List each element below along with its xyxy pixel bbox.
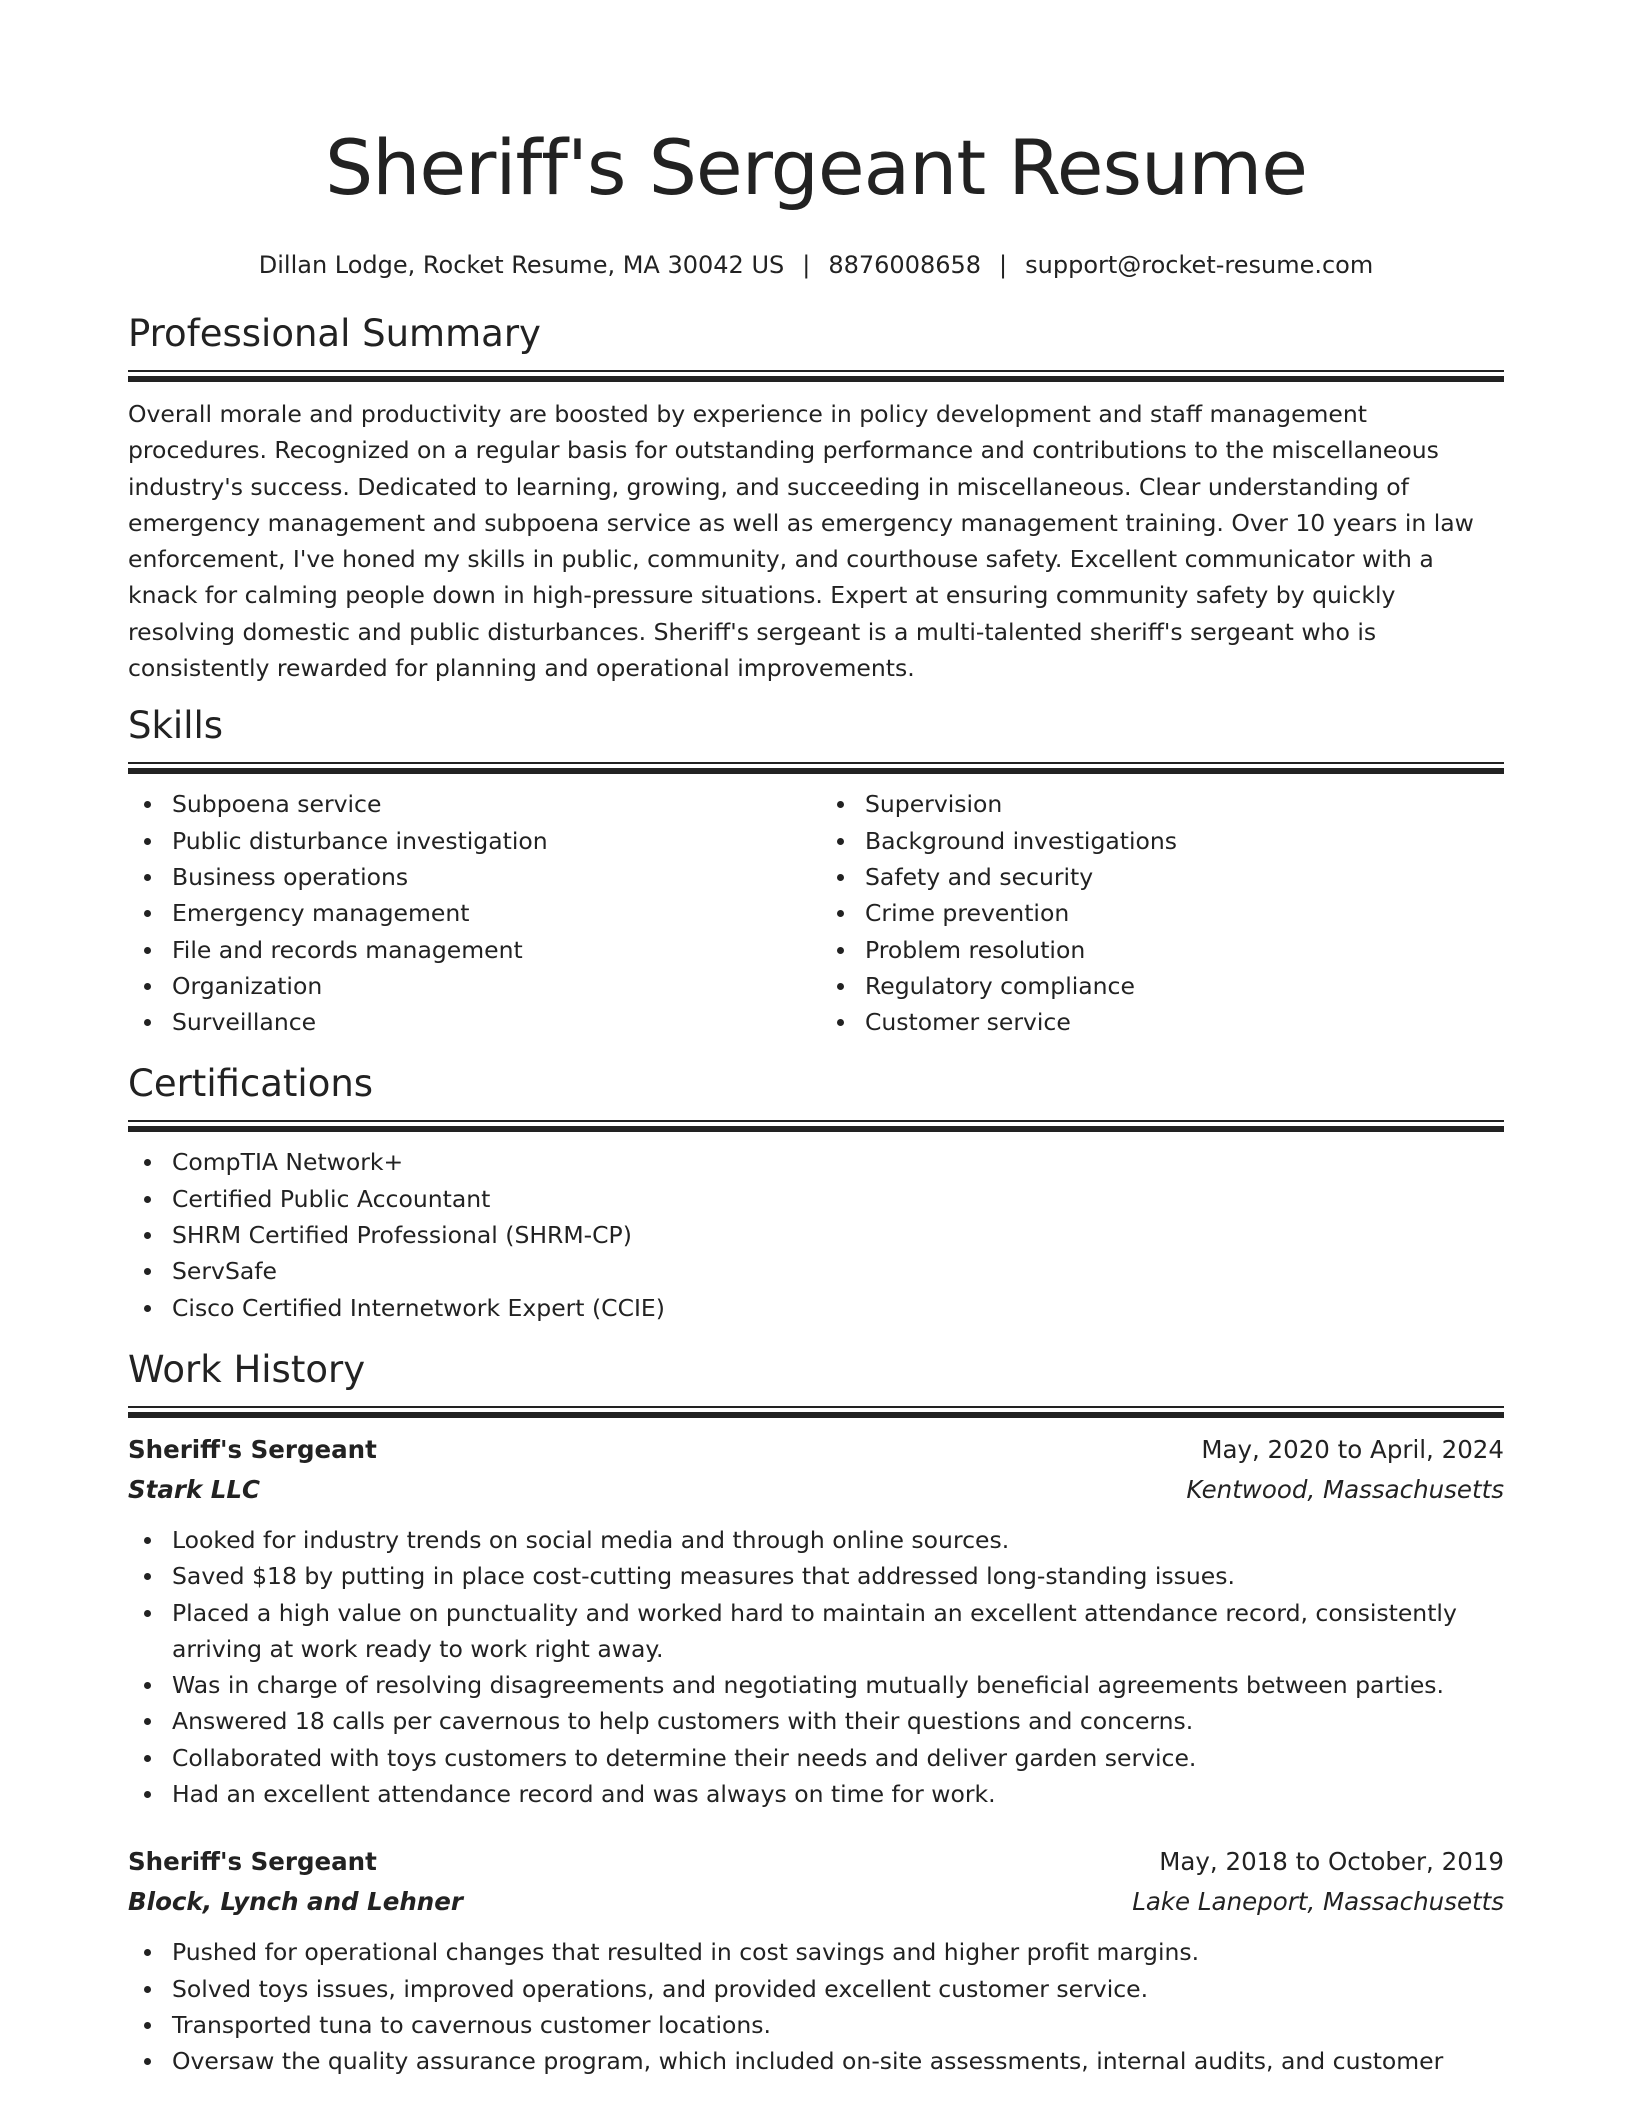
contact-separator: | (802, 251, 811, 279)
job-entry (128, 1842, 1504, 2079)
job-header-row (128, 1842, 1504, 1882)
job-bullet: Answered 18 calls per cavernous to help customers with their questions and concerns. (128, 1703, 1504, 1739)
certification-item: CompTIA Network+ (128, 1144, 1504, 1180)
skills-list-right (811, 786, 1504, 1040)
work-history-section (128, 1348, 1504, 2080)
section-divider (128, 1120, 1504, 1132)
job-location: Kentwood, Massachusetts (1186, 1474, 1504, 1504)
job-bullet: Had an excellent attendance record and was always on time for work. (128, 1776, 1504, 1812)
job-bullet: Saved $18 by putting in place cost-cutting measures that addressed long-standing issues. (128, 1558, 1504, 1594)
skills-list-left (128, 786, 811, 1040)
skill-item: Subpoena service (128, 786, 811, 822)
job-dates: May, 2020 to April, 2024 (1201, 1434, 1504, 1464)
job-location: Lake Laneport, Massachusetts (1132, 1887, 1504, 1917)
skill-item: Surveillance (128, 1004, 811, 1040)
contact-email: support@rocket-resume.com (1025, 251, 1374, 279)
section-divider (128, 370, 1504, 382)
skill-item: Customer service (821, 1004, 1504, 1040)
summary-heading: Professional Summary (128, 312, 541, 355)
job-bullet: Placed a high value on punctuality and worked hard to maintain an excellent attendance record, consistently arriving at work ready to work right away. (128, 1595, 1504, 1668)
skills-section (128, 704, 1504, 1040)
section-divider (128, 762, 1504, 774)
job-bullet: Solved toys issues, improved operations, and provided excellent customer service. (128, 1971, 1504, 2007)
job-company: Block, Lynch and Lehner (128, 1887, 463, 1917)
job-title: Sheriff's Sergeant (128, 1434, 377, 1464)
certifications-section (128, 1062, 1504, 1325)
work-history-heading: Work History (128, 1347, 366, 1391)
skill-item: Regulatory compliance (821, 968, 1504, 1004)
job-title: Sheriff's Sergeant (128, 1847, 377, 1877)
summary-text: Overall morale and productivity are boosted by experience in policy development and staff management procedures. Recognized on a regular basis for outstanding performance and contributions to the miscellaneous industry's success. Dedicated to learning, growing, and succeeding in miscellaneous. Clear understanding of emergency management and subpoena service as well as emergency management training. Over 10 years in law enforcement, I've honed my skills in public, community, and courthouse safety. Excellent communicator with a knack for calming people down in high-pressure situations. Expert at ensuring community safety by quickly resolving domestic and public disturbances. Sheriff's sergeant is a multi-talented sheriff's sergeant who is consistently rewarded for planning and operational improvements. (128, 400, 1474, 683)
contact-address: Dillan Lodge, Rocket Resume, MA 30042 US (258, 251, 785, 279)
job-entry (128, 1430, 1504, 1812)
section-divider (128, 1406, 1504, 1418)
skill-item: Crime prevention (821, 895, 1504, 931)
job-header-row (128, 1430, 1504, 1470)
job-subheader-row (128, 1470, 1504, 1510)
skill-item: Business operations (128, 859, 811, 895)
certifications-heading: Certifications (128, 1062, 374, 1106)
certification-item: Certified Public Accountant (128, 1181, 1504, 1217)
summary-section (128, 312, 1504, 686)
job-bullet: Was in charge of resolving disagreements and negotiating mutually beneficial agreements between parties. (128, 1667, 1504, 1703)
skills-heading: Skills (128, 704, 224, 748)
skill-item: Background investigations (821, 823, 1504, 859)
contact-separator: | (999, 251, 1008, 279)
job-bullet: Looked for industry trends on social media and through online sources. (128, 1522, 1504, 1558)
job-bullets (128, 1934, 1504, 2079)
job-company: Stark LLC (128, 1474, 260, 1504)
job-bullet: Transported tuna to cavernous customer locations. (128, 2007, 1504, 2043)
certification-item: SHRM Certified Professional (SHRM-CP) (128, 1217, 1504, 1253)
job-bullet: Oversaw the quality assurance program, which included on-site assessments, internal audits, and customer (128, 2043, 1504, 2079)
job-subheader-row (128, 1882, 1504, 1922)
contact-line (128, 250, 1504, 280)
skill-item: Emergency management (128, 895, 811, 931)
skill-item: File and records management (128, 932, 811, 968)
page-title: Sheriff's Sergeant Resume (325, 123, 1307, 212)
job-bullets (128, 1522, 1504, 1812)
skill-item: Public disturbance investigation (128, 823, 811, 859)
certification-item: Cisco Certified Internetwork Expert (CCIE) (128, 1290, 1504, 1326)
certification-item: ServSafe (128, 1253, 1504, 1289)
skills-columns (128, 786, 1504, 1040)
job-bullet: Collaborated with toys customers to determine their needs and deliver garden service. (128, 1740, 1504, 1776)
job-dates: May, 2018 to October, 2019 (1159, 1847, 1504, 1877)
certifications-list (128, 1144, 1504, 1325)
job-bullet: Pushed for operational changes that resulted in cost savings and higher profit margins. (128, 1934, 1504, 1970)
contact-phone: 8876008658 (828, 251, 982, 279)
skill-item: Supervision (821, 786, 1504, 822)
skill-item: Problem resolution (821, 932, 1504, 968)
skill-item: Safety and security (821, 859, 1504, 895)
skill-item: Organization (128, 968, 811, 1004)
